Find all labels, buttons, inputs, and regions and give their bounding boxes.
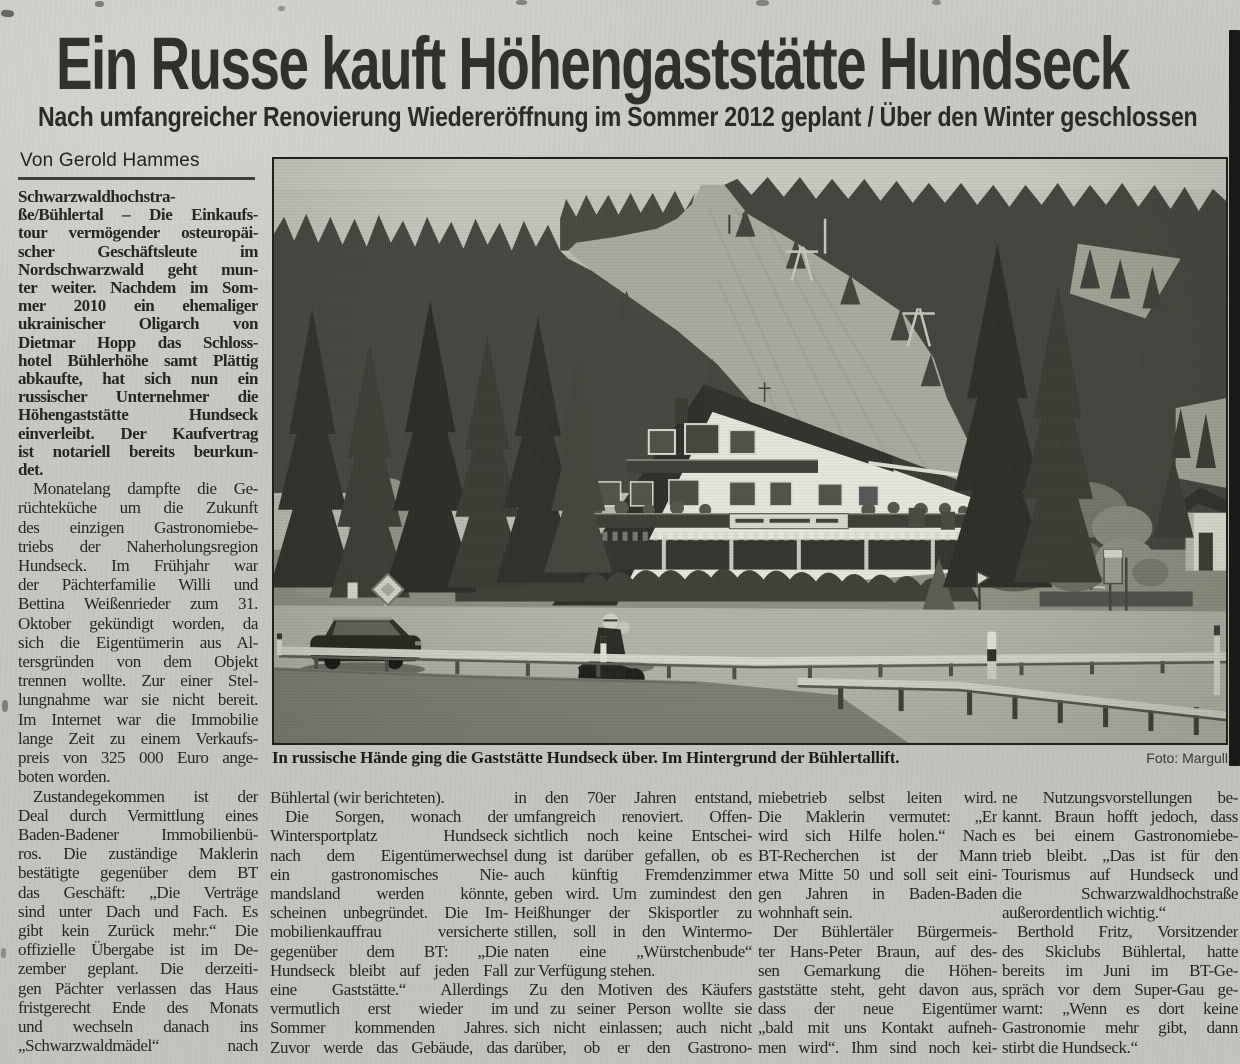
text-line: Zu den Motiven des Käufers [529,980,752,1000]
text-line: ist notariell bereits beurkun- [18,442,258,461]
text-line: abkaufte, hat sich nun ein [18,370,258,389]
text-line: gaststätte steht, geht davon aus, [758,980,997,1000]
text-line: Zuvor werde das Gebäude, das [270,1037,508,1057]
text-line: Oktober gekündigt worden, da [18,613,258,633]
scan-artifact [2,700,8,712]
text-line: einverleibt. Der Kaufvertrag [18,424,258,443]
subheadline: Nach umfangreicher Renovierung Wiedereröffnung im Sommer 2012 geplant / Über den Winter geschlossen [38,101,1198,132]
text-line: Hundseck bleibt auf jeden Fall [270,960,508,980]
text-line: boten worden. [18,767,111,787]
photo-credit: Foto: Margull [1146,750,1228,766]
text-line: Nordschwarzwald geht mun- [18,260,258,279]
paragraph [18,479,258,786]
text-line: Berthold Fritz, Vorsitzender [1017,922,1238,942]
text-line: men wird“. Ihm sind noch kei- [758,1037,997,1057]
text-line: sich nicht einlassen; auch nicht [514,1018,752,1038]
text-line: bestätigte gegenüber dem BT [18,863,258,883]
text-line: zember geplant. Die derzeiti- [18,959,258,979]
text-line: Die Maklerin vermutet: „Er [758,807,997,827]
paragraph [270,788,508,807]
text-line: Tourismus auf Hundseck und [1002,864,1238,884]
photo-scene [274,159,1226,743]
chimney [675,398,688,424]
scan-artifact [1,10,14,18]
text-line: Bettina Weißenrieder zum 31. [18,594,258,614]
text-line: zur Verfügung stehen. [514,960,655,980]
article-column-2 [270,788,508,1057]
paragraph [514,788,752,980]
text-line: mandsland werden könnte, [270,884,508,904]
paragraph [758,922,997,1056]
paragraph [270,807,508,1057]
text-line: dung ist darüber gefallen, ob es [514,845,752,865]
text-line: scheinen unbegründet. Die Im- [270,903,508,923]
text-line: Monatelang dampfte die Ge- [33,479,258,499]
text-line: das Geschäft: „Die Verträge [18,882,258,902]
text-line: eine Gaststätte.“ Allerdings [270,980,508,1000]
text-line: stirbt die Hundseck.“ [1002,1037,1138,1057]
text-line: det. [18,461,44,480]
scan-artifact [756,0,769,6]
article-column-3 [514,788,752,1057]
text-line: „Schwarzwaldmädel“ nach [18,1036,258,1056]
text-line: sichtlich noch keine Entschei- [514,826,752,846]
text-line: gen Pächter verlassen das Haus [18,978,258,998]
byline-rule [18,177,255,180]
text-line: ein gastronomisches Nie- [270,864,508,884]
text-line: spräch vor dem Super-Gau ge- [1002,980,1238,1000]
text-line: kannt. Braun hofft jedoch, dass [1002,807,1238,827]
text-line: es bei einem Gastronomiebe- [1002,826,1238,846]
text-line: Sommer kommenden Jahres. [270,1018,508,1038]
text-line: ße/Bühlertal – Die Einkaufs- [18,206,258,225]
text-line: Gastronomie mehr gibt, dann [1002,1018,1238,1038]
sign-back [348,583,358,599]
byline: Von Gerold Hammes [20,150,200,171]
article-column-1 [18,188,258,1055]
text-line: sen Gemarkung die Höhen- [758,960,997,980]
text-line: Dietmar Hopp das Schloss- [18,333,258,352]
text-line: offizielle Übergabe ist im De- [18,940,258,960]
scan-artifact [516,0,527,5]
text-line: und zu seiner Person wollte sie [514,999,752,1019]
paragraph [18,188,258,479]
text-line: preis von 325 000 Euro ange- [18,748,258,768]
text-line: miebetrieb selbst leiten wird. [758,788,997,807]
scan-artifact [932,0,941,5]
headline: Ein Russe kauft Höhengaststätte Hundseck [56,22,1129,105]
text-line: tour vermögender osteuropäi- [18,224,258,243]
text-line: nach dem Eigentümerwechsel [270,845,508,865]
text-line: „bald mit uns Kontakt aufneh- [758,1018,997,1038]
upper-balcony [627,460,818,473]
text-line: geben wird. Um zumindest den [514,884,752,904]
text-line: Zustandegekommen ist der [33,786,258,806]
photo-caption: In russische Hände ging die Gaststätte Hundseck über. Im Hintergrund der Bühlertallift. [272,748,900,767]
text-line: ros. Die zuständige Maklerin [18,844,258,864]
text-line: tersgründen von dem Objekt [18,652,258,672]
text-line: Deal durch Vermittlung eines [18,805,258,825]
text-line: sind unter Dach und Fach. Es [18,901,258,921]
text-line: auch künftig Fremdenzimmer [514,864,752,884]
article-column-4 [758,788,997,1057]
text-line: mobilienkauffrau versicherte [270,922,508,942]
article-column-5 [1002,788,1238,1057]
scan-artifact [278,6,285,11]
paragraph [18,787,258,1056]
text-line: des einzigen Gastronomiebe- [18,517,258,537]
scan-artifact [95,1,104,7]
text-line: hotel Bühlerhöhe samt Plättig [18,351,258,370]
photo-caption-row [272,748,1228,768]
text-line: Schwarzwaldhochstra- [18,188,176,206]
text-line: Die Sorgen, wonach der [285,807,508,827]
text-line: und wechseln danach ins [18,1016,258,1036]
text-line: in den 70er Jahren entstand, [514,788,752,807]
text-line: sich die Eigentümerin aus Al- [18,632,258,652]
text-line: stillen, soll in den Wintermo- [514,922,752,942]
text-line: trieb bleibt. „Das ist für den [1002,845,1238,865]
text-line: gibt kein Zurück mehr.“ Die [18,920,258,940]
text-line: wohnhaft sein. [758,903,853,923]
text-line: rüchteküche um die Zukunft [18,498,258,518]
text-line: ter weiter. Nachdem im Som- [18,279,258,298]
text-line: Bühlertal (wir berichteten). [270,788,445,807]
article-photo [272,157,1228,745]
text-line: Der Bühlertäler Bürgermeis- [773,922,997,942]
text-line: BT-Recherchen ist der Mann [758,845,997,865]
text-line: lungnahme war sie nicht bereit. [18,690,258,710]
text-line: fristgerecht Ende des Monats [18,997,258,1017]
text-line: Baden-Badener Immobilienbü- [18,824,258,844]
text-line: darüber, ob er den Gastrono- [514,1037,752,1057]
text-line: triebs der Naherholungsregion [18,536,258,556]
text-line: Höhengaststätte Hundseck [18,406,258,425]
text-line: Wintersportplatz Hundseck [270,826,508,846]
text-line: ukrainischer Oligarch von [18,315,258,334]
text-line: dass der neue Eigentümer [758,999,997,1019]
text-line: etwa Mitte 50 und soll seit eini- [758,864,997,884]
paragraph [758,788,997,922]
text-line: lange Zeit zu einem Verkaufs- [18,728,258,748]
text-line: die Schwarzwaldhochstraße [1002,884,1238,904]
text-line: mer 2010 ein ehemaliger [18,297,258,316]
text-line: Heißhunger der Skisportler zu [514,903,752,923]
text-line: ter Hans-Peter Braun, auf des- [758,941,997,961]
paragraph [1002,788,1238,922]
text-line: Hundseck. Im Frühjahr war [18,556,258,576]
paragraph [1002,922,1238,1056]
text-line: Im Internet war die Immobilie [18,709,258,729]
text-line: bereits im Juni im BT-Ge- [1002,960,1238,980]
stone-wall [1040,590,1193,607]
text-line: trennen wollte. Zur einer Stel- [18,671,258,691]
paragraph [514,980,752,1057]
middle-windows [594,480,878,506]
text-line: außerordentlich wichtig.“ [1002,903,1166,923]
scan-edge-strip [1229,30,1240,766]
text-line: russischer Unternehmer die [18,388,258,407]
text-line: wird sich Hilfe holen.“ Nach [758,826,997,846]
text-line: gegenüber dem BT: „Die [270,941,508,961]
text-line: des Skiclubs Bühlertal, hatte [1002,941,1238,961]
text-line: der Pächterfamilie Willi und [18,575,258,595]
text-line: naten eine „Würstchenbude“ [514,941,752,961]
text-line: ne Nutzungsvorstellungen be- [1002,788,1238,807]
text-line: scher Geschäftsleute im [18,242,258,261]
text-line: vermutlich erst wieder im [270,999,508,1019]
text-line: gen Jahren in Baden-Baden [758,884,997,904]
text-line: umfangreich renoviert. Offen- [514,807,752,827]
text-line: warnt: „Wenn es dort keine [1002,999,1238,1019]
scan-artifact [1,948,6,958]
